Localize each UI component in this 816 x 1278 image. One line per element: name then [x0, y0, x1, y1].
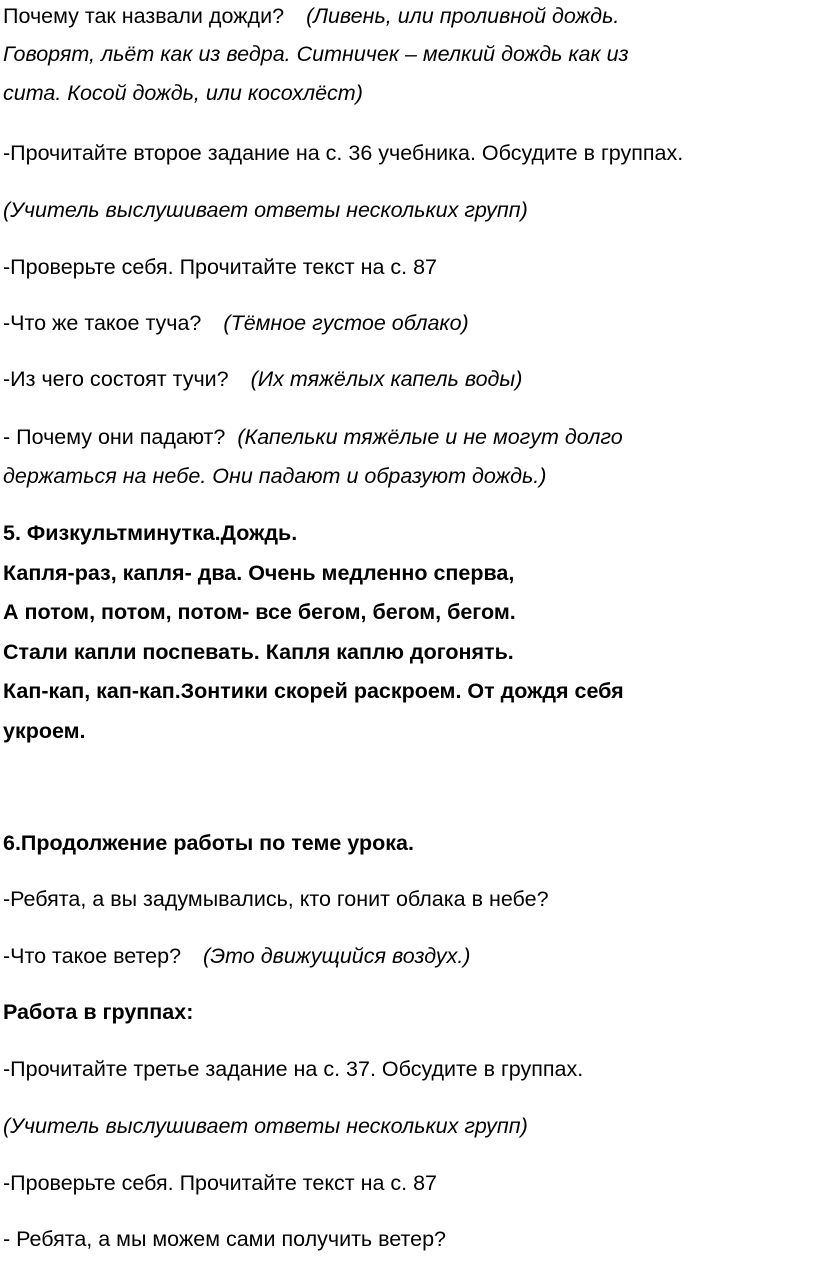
wind-answer: (Это движущийся воздух.): [203, 944, 471, 968]
poem-line: укроем.: [3, 719, 86, 743]
poem-line: Кап-кап, кап-кап.Зонтики скорей раскроем. От дождя себя: [3, 679, 624, 703]
cloud-content-question: -Из чего состоят тучи?: [3, 367, 229, 391]
fall-question: - Почему они падают?: [3, 425, 226, 449]
check-2: -Проверьте себя. Прочитайте текст на с. 87: [3, 1171, 437, 1195]
rains-answer-line2: Говорят, льёт как из ведра. Ситничек – мелкий дождь как из: [3, 42, 629, 66]
fall-answer-line2: держаться на небе. Они падают и образуют дождь.): [3, 464, 547, 488]
wind-question: -Что такое ветер?: [3, 944, 182, 968]
group-work-heading: Работа в группах:: [3, 1000, 194, 1024]
wind-question-final: - Ребята, а мы можем сами получить ветер?: [3, 1227, 446, 1251]
teacher-note-2: (Учитель выслушивает ответы нескольких групп): [3, 1114, 528, 1138]
clouds-question: -Ребята, а вы задумывались, кто гонит облака в небе?: [3, 887, 549, 911]
section5-heading: 5. Физкультминутка.Дождь.: [3, 521, 298, 545]
cloud-content-line: [3, 369, 522, 391]
teacher-note-1: (Учитель выслушивает ответы нескольких групп): [3, 198, 528, 222]
poem-line: А потом, потом, потом- все бегом, бегом, бегом.: [3, 600, 516, 624]
wind-line: [3, 946, 470, 968]
fall-line: [3, 427, 623, 449]
fall-answer-line1: (Капельки тяжёлые и не могут долго: [237, 425, 623, 449]
task3-read: -Прочитайте третье задание на с. 37. Обсудите в группах.: [3, 1057, 584, 1081]
section6-heading: 6.Продолжение работы по теме урока.: [3, 831, 414, 855]
task2-read: -Прочитайте второе задание на с. 36 учебника. Обсудите в группах.: [3, 141, 684, 165]
rains-question: Почему так назвали дожди?: [3, 4, 285, 28]
rains-question-line: [3, 6, 619, 28]
poem-line: Капля-раз, капля- два. Очень медленно сперва,: [3, 561, 515, 585]
poem-line: Стали капли поспевать. Капля каплю догонять.: [3, 640, 514, 664]
rains-answer-line1: (Ливень, или проливной дождь.: [306, 4, 620, 28]
check-1: -Проверьте себя. Прочитайте текст на с. 87: [3, 255, 437, 279]
rains-answer-line3: сита. Косой дождь, или косохлёст): [3, 81, 363, 105]
cloud-question: -Что же такое туча?: [3, 311, 202, 335]
cloud-line: [3, 313, 469, 335]
cloud-content-answer: (Их тяжёлых капель воды): [250, 367, 523, 391]
cloud-answer: (Тёмное густое облако): [223, 311, 469, 335]
